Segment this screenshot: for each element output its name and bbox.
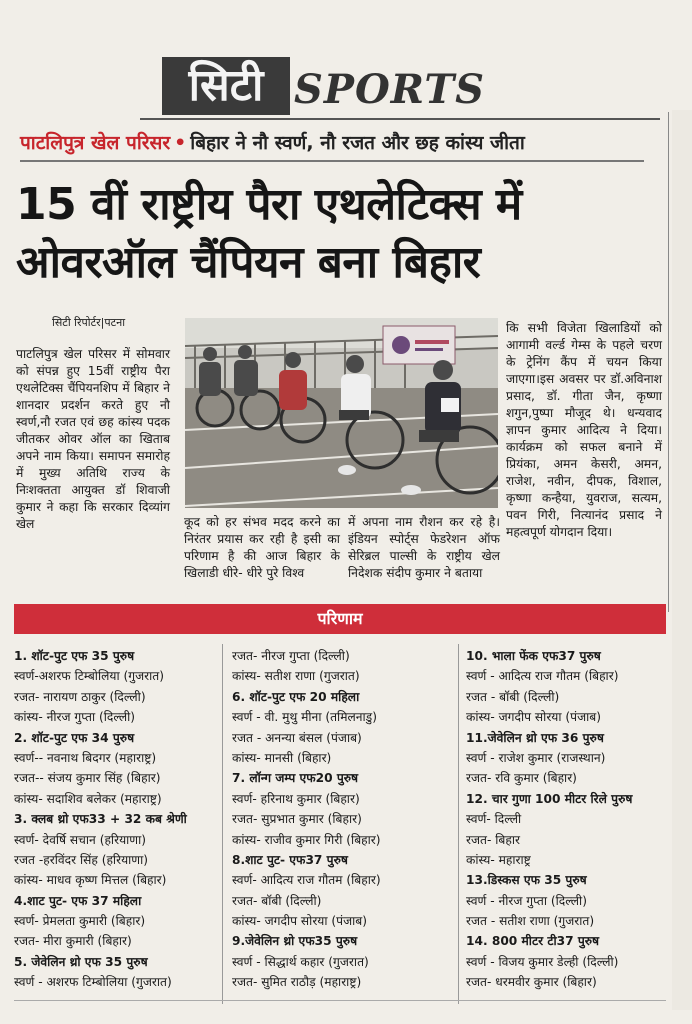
result-event-heading: 6. शॉट-पुट एफ 20 महिला bbox=[232, 689, 360, 704]
result-entry: रजत- नारायण ठाकुर (दिल्ली) bbox=[14, 689, 146, 704]
result-event-heading: 9.जेवेलिन थ्रो एफ35 पुरुष bbox=[232, 934, 358, 949]
result-entry: रजत -हरविंदर सिंह (हरियाणा) bbox=[14, 852, 149, 867]
result-entry: कांस्य- नीरज गुप्ता (दिल्ली) bbox=[14, 710, 136, 725]
headline-line-2: ओवरऑल चैंपियन बना बिहार bbox=[16, 237, 481, 288]
result-entry: रजत- नीरज गुप्ता (दिल्ली) bbox=[232, 649, 350, 663]
kicker-bullet: • bbox=[174, 132, 187, 154]
result-entry: स्वर्ण-- नवनाथ बिदगर (महाराष्ट्र) bbox=[14, 750, 157, 765]
result-entry: स्वर्ण - आदित्य राज गौतम (बिहार) bbox=[466, 669, 619, 684]
result-entry: रजत - सतीश राणा (गुजरात) bbox=[466, 914, 595, 929]
result-event-heading: 2. शॉट-पुट एफ 34 पुरुष bbox=[14, 730, 135, 745]
results-divider-2 bbox=[458, 644, 459, 1004]
result-entry: स्वर्ण- देवर्षि सचान (हरियाणा) bbox=[14, 832, 147, 847]
result-event-heading: 14. 800 मीटर टी37 पुरुष bbox=[466, 934, 600, 949]
result-event-heading: 1. शॉट-पुट एफ 35 पुरुष bbox=[14, 649, 135, 663]
results-divider-1 bbox=[222, 644, 223, 1004]
adjacent-page-strip bbox=[672, 110, 692, 1010]
result-entry: कांस्य- मानसी (बिहार) bbox=[232, 750, 332, 765]
results-title: परिणाम bbox=[317, 609, 363, 628]
result-event-heading: 4.शाट पुट- एफ 37 महिला bbox=[14, 893, 142, 908]
result-entry: स्वर्ण - अशरफ टिम्बोलिया (गुजरात) bbox=[14, 975, 172, 990]
result-entry: स्वर्ण - राजेश कुमार (राजस्थान) bbox=[466, 750, 606, 765]
result-event-heading: 12. चार गुणा 100 मीटर रिले पुरुष bbox=[466, 791, 633, 806]
result-entry: रजत- बॉबी (दिल्ली) bbox=[232, 893, 322, 908]
result-entry: स्वर्ण-अशरफ टिम्बोलिया (गुजरात) bbox=[14, 669, 164, 684]
byline: सिटी रिपोर्टर|पटना bbox=[52, 316, 126, 329]
article-column-4: कि सभी विजेता खिलाडियों को आगामी वर्ल्ड गेम्स के पहले चरण के ट्रेनिंग कैंप में चयन किया जाएगा।इस अवसर पर डॉ.अविनाश प्रसाद, डॉ. गीता जैन, कृष्णा शगुन,पुष्पा मौजूद थे। धन्यवाद ज्ञापन कुमार आदित्य ने दिया। कार्यक्रम को सफल बनाने में प्रियंका, अमन केसरी, अमन, राजेश, नवीन, दीपक, विशाल, कृष्णा कन्हैया, युवराज, सत्यम, पवन गिरी, नित्यानंद प्रसाद ने महत्वपूर्ण योगदान दिया। bbox=[506, 321, 662, 539]
result-entry: स्वर्ण - सिद्धार्थ कहार (गुजरात) bbox=[232, 954, 369, 969]
result-entry: स्वर्ण- दिल्ली bbox=[466, 812, 522, 827]
result-entry: कांस्य- जगदीप सोरया (पंजाब) bbox=[232, 914, 367, 929]
result-event-heading: 7. लॉन्ग जम्प एफ20 पुरुष bbox=[232, 771, 359, 786]
result-entry: स्वर्ण - वी. मुथु मीना (तमिलनाडु) bbox=[232, 710, 377, 725]
result-entry: रजत-- संजय कुमार सिंह (बिहार) bbox=[14, 771, 161, 786]
masthead-hindi: सिटी bbox=[188, 60, 264, 111]
result-entry: स्वर्ण - विजय कुमार डेल्ही (दिल्ली) bbox=[466, 954, 619, 969]
result-entry: स्वर्ण- प्रेमलता कुमारी (बिहार) bbox=[14, 914, 146, 929]
result-entry: रजत - अनन्या बंसल (पंजाब) bbox=[232, 730, 362, 745]
result-entry: स्वर्ण- आदित्य राज गौतम (बिहार) bbox=[232, 873, 381, 888]
article-column-3: में अपना नाम रौशन कर रहे है। इंडियन स्पोर्ट्स फेडरेशन ऑफ सेरिब्रल पाल्सी के राष्ट्रीय खेल निदेशक संदीप कुमार ने बताया bbox=[348, 515, 500, 580]
results-column-3 bbox=[466, 646, 672, 993]
results-column-1 bbox=[14, 646, 212, 993]
result-entry: कांस्य- जगदीप सोरया (पंजाब) bbox=[466, 710, 601, 725]
kicker-rule bbox=[20, 160, 644, 162]
result-entry: कांस्य- राजीव कुमार गिरी (बिहार) bbox=[232, 832, 381, 847]
result-event-heading: 5. जेवेलिन थ्रो एफ 35 पुरुष bbox=[14, 954, 148, 969]
result-entry: रजत- बिहार bbox=[466, 832, 520, 847]
result-entry: कांस्य- महाराष्ट्र bbox=[466, 852, 531, 867]
kicker bbox=[20, 129, 640, 159]
result-entry: रजत- रवि कुमार (बिहार) bbox=[466, 771, 577, 786]
results-column-2 bbox=[232, 646, 452, 993]
article-column-1: पाटलिपुत्र खेल परिसर में सोमवार को संपन्न हुए 15वीं राष्ट्रीय पैरा एथलेटिक्स चैंपियनशिप में बिहार ने शानदार प्रदर्शन करते हुए नौ स्वर्ण,नौ रजत एवं छह कांस्य पदक जीतकर ओवर ऑल का खिताब अपने नाम किया। समापन समारोह में मुख्य अतिथि राज्य के निःशक्तता आयुक्त डॉ शिवाजी कुमार ने कहा कि सरकार दिव्यांग खेल bbox=[16, 347, 170, 531]
adjacent-page-rule bbox=[668, 112, 669, 612]
result-entry: कांस्य- सतीश राणा (गुजरात) bbox=[232, 669, 360, 684]
result-entry: कांस्य- माधव कृष्ण मित्तल (बिहार) bbox=[14, 873, 167, 888]
kicker-place: पाटलिपुत्र खेल परिसर bbox=[20, 132, 171, 154]
result-entry: स्वर्ण - नीरज गुप्ता (दिल्ली) bbox=[466, 893, 587, 908]
article-column-2: कूद को हर संभव मदद करने का निरंतर प्रयास कर रही है इसी का परिणाम है की आज बिहार के खिलाडी धीरे- धीरे पुरे विश्व bbox=[184, 515, 340, 580]
news-photo bbox=[185, 318, 498, 508]
result-entry: रजत- धरमवीर कुमार (बिहार) bbox=[466, 975, 597, 990]
result-entry: स्वर्ण- हरिनाथ कुमार (बिहार) bbox=[232, 791, 360, 806]
masthead-sports: SPORTS bbox=[294, 66, 485, 113]
result-event-heading: 3. क्लब थ्रो एफ33 + 32 कब श्रेणी bbox=[14, 812, 187, 827]
wheelchair-athletes-photo bbox=[185, 318, 498, 508]
result-entry: रजत - बॉबी (दिल्ली) bbox=[466, 689, 560, 704]
bottom-rule bbox=[14, 1000, 666, 1001]
result-entry: रजत- सुप्रभात कुमार (बिहार) bbox=[232, 812, 362, 827]
masthead-rule bbox=[140, 118, 660, 120]
result-entry: कांस्य- सदाशिव बलेकर (महाराष्ट्र) bbox=[14, 791, 162, 806]
result-event-heading: 11.जेवेलिन थ्रो एफ 36 पुरुष bbox=[466, 730, 604, 745]
result-event-heading: 13.डिस्कस एफ 35 पुरुष bbox=[466, 873, 587, 888]
kicker-summary: बिहार ने नौ स्वर्ण, नौ रजत और छह कांस्य जीता bbox=[190, 132, 525, 154]
result-entry: रजत- सुमित राठौड़ (महाराष्ट्र) bbox=[232, 975, 362, 990]
result-entry: रजत- मीरा कुमारी (बिहार) bbox=[14, 934, 132, 949]
result-event-heading: 10. भाला फेंक एफ37 पुरुष bbox=[466, 649, 601, 663]
result-event-heading: 8.शाट पुट- एफ37 पुरुष bbox=[232, 852, 348, 867]
headline-line-1: 15 वीं राष्ट्रीय पैरा एथलेटिक्स में bbox=[16, 179, 522, 230]
